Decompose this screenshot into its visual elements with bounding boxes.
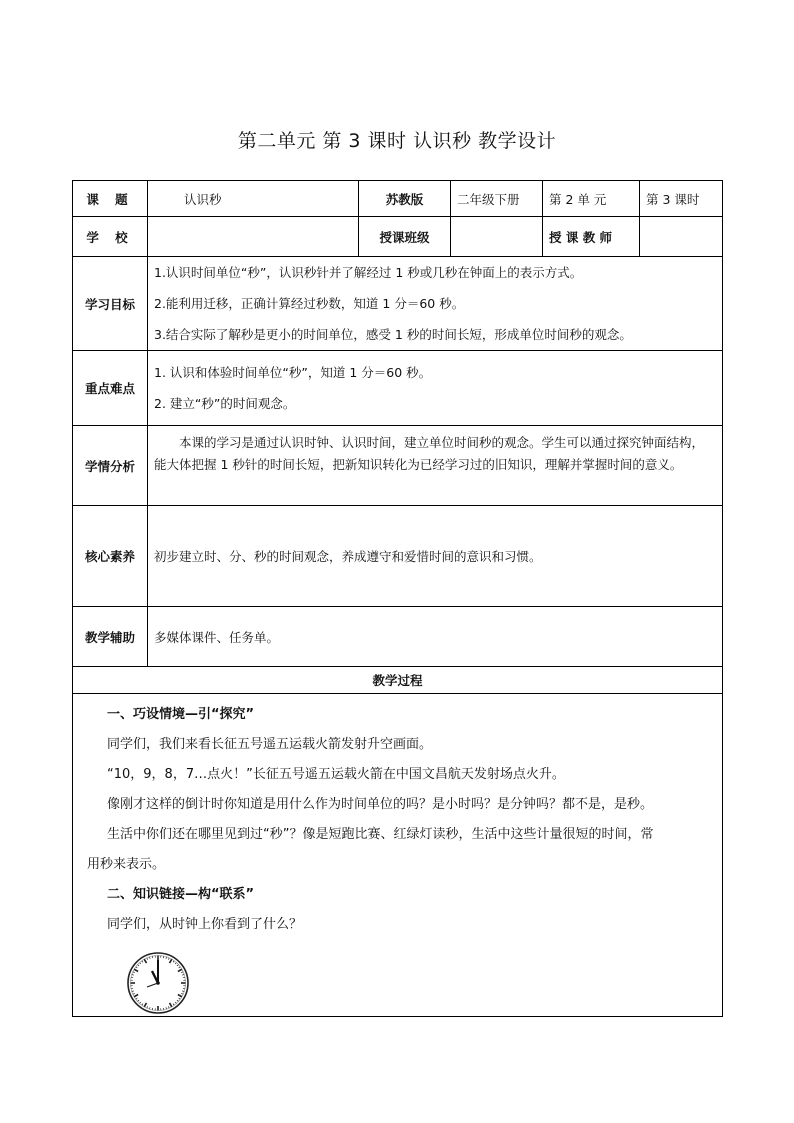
key-content (148, 351, 723, 426)
goal-item: 3.结合实际了解秒是更小的时间单位，感受 1 秒的时间长短，形成单位时间秒的观念。 (154, 327, 632, 342)
lesson-number: 第 3 课时 (640, 181, 723, 217)
key-label: 重点难点 (73, 351, 148, 426)
key-item: 2. 建立“秒”的时间观念。 (154, 396, 296, 411)
process-paragraph: 像刚才这样的倒计时你知道是用什么作为时间单位的吗？是小时吗？是分钟吗？都不是，是秒。 (107, 797, 654, 812)
class-label: 授课班级 (359, 217, 451, 257)
row-core (73, 506, 723, 607)
analysis-text: 本课的学习是通过认识时钟、认识时间，建立单位时间秒的观念。学生可以通过探究钟面结构，能大体把握 1 秒针的时间长短，把新知识转化为已经学习过的旧知识，理解并掌握时间的意义。 (154, 435, 705, 472)
process-paragraph: “10，9，8，7…点火！”长征五号遥五运载火箭在中国文昌航天发射场点火升。 (107, 767, 565, 782)
goal-item: 1.认识时间单位“秒”，认识秒针并了解经过 1 秒或几秒在钟面上的表示方式。 (154, 265, 583, 280)
section-2-title: 二、知识链接—构“联系” (107, 887, 255, 902)
grade: 二年级下册 (451, 181, 543, 217)
aids-label: 教学辅助 (73, 607, 148, 667)
core-label: 核心素养 (73, 506, 148, 607)
row-process-header (73, 667, 723, 694)
goals-content (148, 257, 723, 351)
row-key-points (73, 351, 723, 426)
process-header: 教学过程 (73, 667, 723, 694)
row-goals (73, 257, 723, 351)
goal-item: 2.能利用迁移，正确计算经过秒数，知道 1 分＝60 秒。 (154, 296, 465, 311)
process-paragraph: 同学们，从时钟上你看到了什么？ (107, 917, 303, 932)
row-process (73, 694, 723, 1017)
key-item: 1. 认识和体验时间单位“秒”，知道 1 分＝60 秒。 (154, 365, 432, 380)
process-content (73, 694, 723, 1017)
row-aids (73, 607, 723, 667)
goals-label: 学习目标 (73, 257, 148, 351)
analysis-label: 学情分析 (73, 426, 148, 506)
teacher-label: 授 课 教 师 (543, 217, 640, 257)
analysis-content (148, 426, 723, 506)
school-value (148, 217, 359, 257)
teacher-value (640, 217, 723, 257)
lesson-plan-table (72, 180, 723, 1017)
school-label: 学 校 (73, 217, 148, 257)
class-value (451, 217, 543, 257)
publisher: 苏教版 (359, 181, 451, 217)
aids-text: 多媒体课件、任务单。 (148, 607, 723, 667)
process-paragraph: 生活中你们还在哪里见到过“秒”？像是短跑比赛、红绿灯读秒，生活中这些计量很短的时间，常 (107, 827, 654, 842)
process-paragraph: 同学们，我们来看长征五号遥五运载火箭发射升空画面。 (107, 737, 433, 752)
row-analysis (73, 426, 723, 506)
topic-label: 课 题 (73, 181, 148, 217)
document-title: 第二单元 第 3 课时 认识秒 教学设计 (237, 130, 557, 152)
section-1-title: 一、巧设情境—引“探究” (107, 707, 255, 722)
core-text: 初步建立时、分、秒的时间观念，养成遵守和爱惜时间的意识和习惯。 (148, 506, 723, 607)
topic-value: 认识秒 (148, 181, 359, 217)
process-paragraph: 用秒来表示。 (87, 857, 166, 872)
clock-image (125, 950, 191, 1016)
unit: 第 2 单 元 (543, 181, 640, 217)
row-topic (73, 181, 723, 217)
row-school (73, 217, 723, 257)
